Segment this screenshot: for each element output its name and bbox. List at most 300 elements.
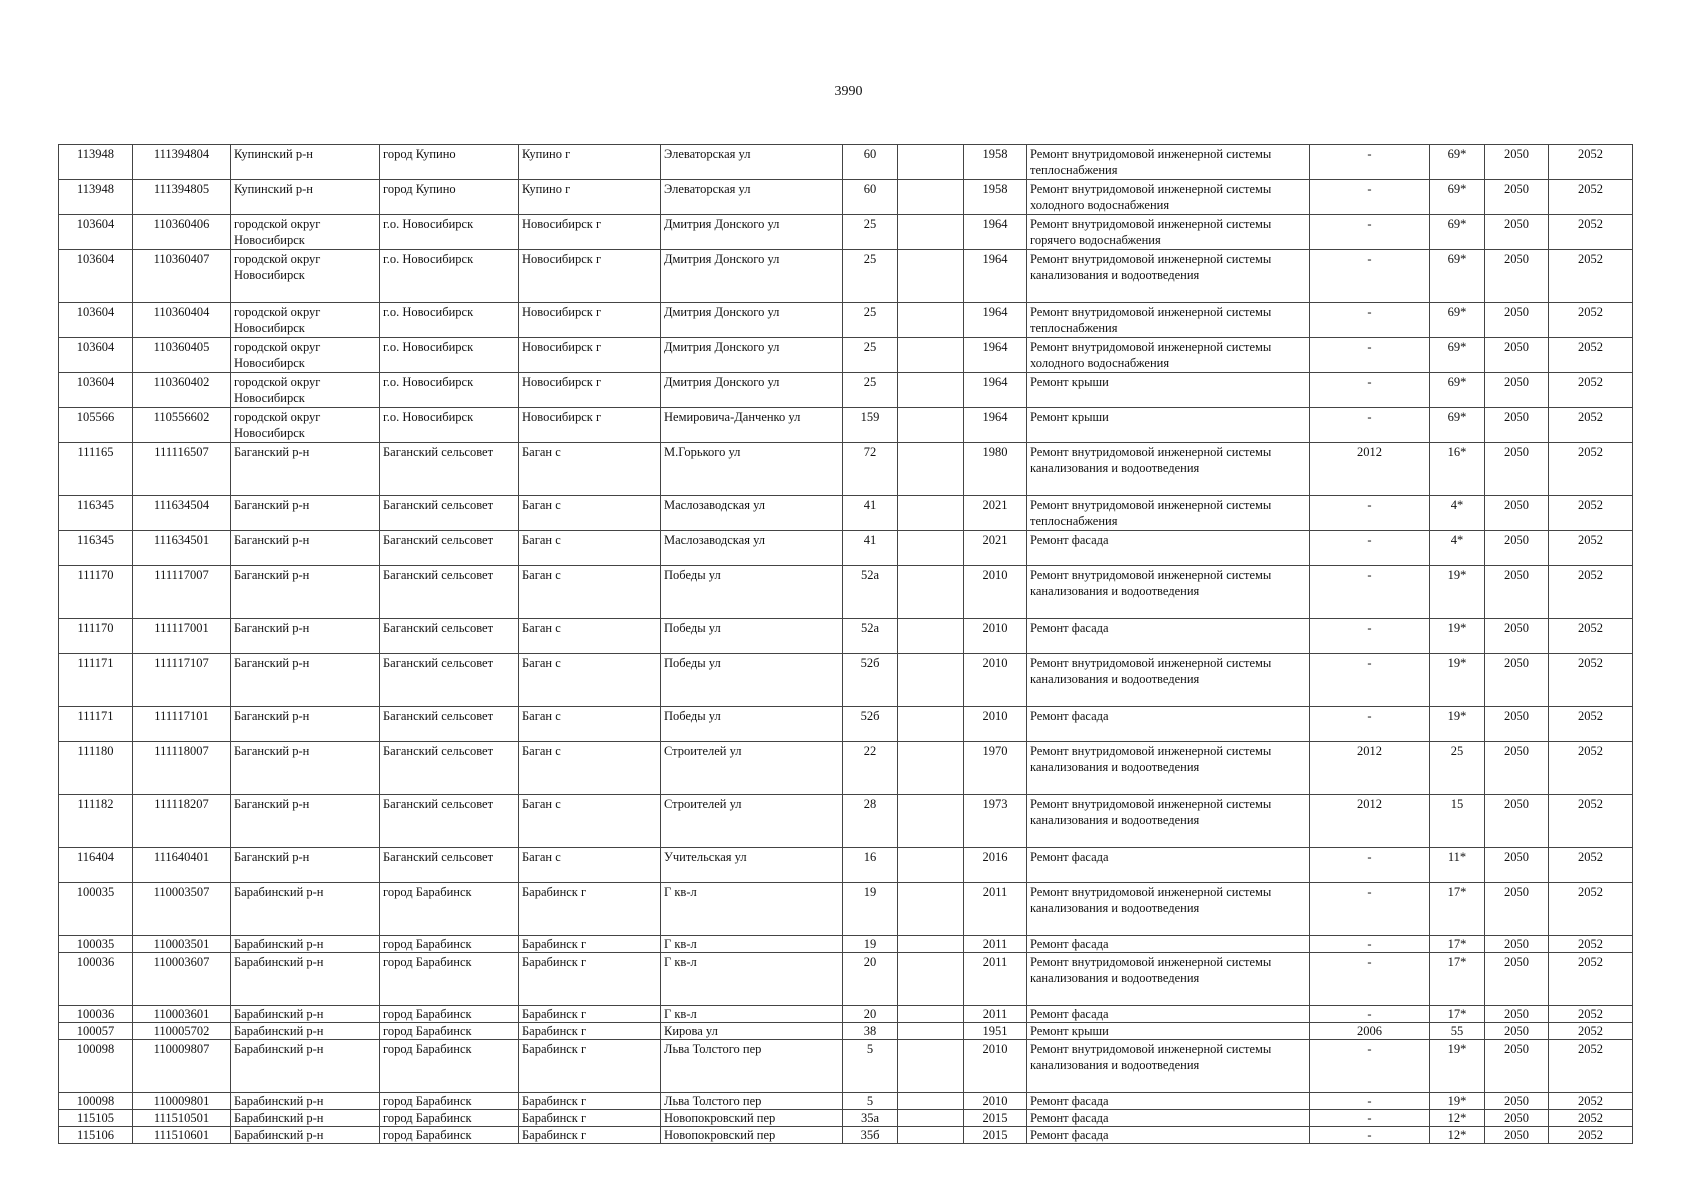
cell-object-code: 110360405 [133, 338, 231, 373]
cell-plan-start: 2050 [1485, 531, 1549, 566]
cell-district: Барабинский р-н [231, 1127, 380, 1144]
cell-street: Льва Толстого пер [661, 1093, 843, 1110]
cell-municipality: город Барабинск [380, 1006, 519, 1023]
cell-plan-end: 2052 [1549, 848, 1633, 883]
cell-building [898, 180, 964, 215]
cell-work-type: Ремонт крыши [1027, 373, 1310, 408]
cell-object-code: 111116507 [133, 443, 231, 496]
cell-building [898, 443, 964, 496]
cell-house-number: 52б [843, 654, 898, 707]
cell-record-id: 116345 [59, 496, 133, 531]
cell-house-number: 16 [843, 848, 898, 883]
cell-district: Баганский р-н [231, 795, 380, 848]
cell-house-number: 60 [843, 145, 898, 180]
cell-wear: 17* [1430, 953, 1485, 1006]
cell-plan-start: 2050 [1485, 1093, 1549, 1110]
cell-plan-start: 2050 [1485, 250, 1549, 303]
cell-municipality: Баганский сельсовет [380, 443, 519, 496]
cell-house-number: 72 [843, 443, 898, 496]
cell-record-id: 111171 [59, 654, 133, 707]
cell-record-id: 100035 [59, 936, 133, 953]
cell-year-built: 2010 [964, 707, 1027, 742]
cell-plan-start: 2050 [1485, 848, 1549, 883]
cell-wear: 55 [1430, 1023, 1485, 1040]
cell-street: Победы ул [661, 707, 843, 742]
cell-record-id: 115105 [59, 1110, 133, 1127]
cell-district: городской округ Новосибирск [231, 303, 380, 338]
cell-object-code: 111118207 [133, 795, 231, 848]
cell-plan-start: 2050 [1485, 180, 1549, 215]
cell-object-code: 110003601 [133, 1006, 231, 1023]
cell-last-repair-year: - [1310, 373, 1430, 408]
cell-building [898, 1110, 964, 1127]
cell-district: Барабинский р-н [231, 1093, 380, 1110]
cell-plan-start: 2050 [1485, 1006, 1549, 1023]
cell-house-number: 5 [843, 1093, 898, 1110]
cell-house-number: 35а [843, 1110, 898, 1127]
cell-object-code: 111510601 [133, 1127, 231, 1144]
cell-work-type: Ремонт фасада [1027, 848, 1310, 883]
cell-last-repair-year: - [1310, 1110, 1430, 1127]
cell-settlement: Барабинск г [519, 1127, 661, 1144]
cell-work-type: Ремонт внутридомовой инженерной системы канализования и водоотведения [1027, 742, 1310, 795]
cell-street: Маслозаводская ул [661, 496, 843, 531]
cell-year-built: 2015 [964, 1127, 1027, 1144]
cell-last-repair-year: - [1310, 619, 1430, 654]
cell-settlement: Баган с [519, 531, 661, 566]
cell-record-id: 116404 [59, 848, 133, 883]
cell-district: Барабинский р-н [231, 883, 380, 936]
cell-street: Строителей ул [661, 795, 843, 848]
cell-municipality: город Барабинск [380, 953, 519, 1006]
cell-settlement: Баган с [519, 566, 661, 619]
cell-object-code: 110003607 [133, 953, 231, 1006]
cell-record-id: 100036 [59, 953, 133, 1006]
cell-object-code: 111118007 [133, 742, 231, 795]
cell-plan-end: 2052 [1549, 373, 1633, 408]
cell-plan-start: 2050 [1485, 953, 1549, 1006]
cell-record-id: 105566 [59, 408, 133, 443]
cell-street: Новопокровский пер [661, 1127, 843, 1144]
cell-district: Барабинский р-н [231, 1110, 380, 1127]
cell-plan-end: 2052 [1549, 443, 1633, 496]
cell-district: городской округ Новосибирск [231, 215, 380, 250]
cell-object-code: 111510501 [133, 1110, 231, 1127]
cell-object-code: 110003507 [133, 883, 231, 936]
cell-wear: 69* [1430, 145, 1485, 180]
table-row [59, 619, 1633, 654]
cell-wear: 17* [1430, 1006, 1485, 1023]
cell-district: городской округ Новосибирск [231, 408, 380, 443]
cell-building [898, 1093, 964, 1110]
cell-wear: 69* [1430, 180, 1485, 215]
cell-municipality: город Купино [380, 145, 519, 180]
cell-building [898, 1006, 964, 1023]
cell-plan-start: 2050 [1485, 1040, 1549, 1093]
cell-year-built: 2010 [964, 1040, 1027, 1093]
cell-work-type: Ремонт крыши [1027, 1023, 1310, 1040]
cell-work-type: Ремонт фасада [1027, 531, 1310, 566]
cell-plan-end: 2052 [1549, 654, 1633, 707]
cell-plan-end: 2052 [1549, 1006, 1633, 1023]
cell-district: Баганский р-н [231, 848, 380, 883]
cell-street: Дмитрия Донского ул [661, 373, 843, 408]
cell-wear: 19* [1430, 654, 1485, 707]
cell-plan-end: 2052 [1549, 883, 1633, 936]
cell-plan-start: 2050 [1485, 654, 1549, 707]
cell-settlement: Барабинск г [519, 936, 661, 953]
cell-municipality: Баганский сельсовет [380, 496, 519, 531]
cell-year-built: 2015 [964, 1110, 1027, 1127]
cell-plan-start: 2050 [1485, 303, 1549, 338]
table-row [59, 180, 1633, 215]
cell-building [898, 303, 964, 338]
table-row [59, 250, 1633, 303]
cell-last-repair-year: - [1310, 1127, 1430, 1144]
cell-year-built: 2010 [964, 1093, 1027, 1110]
cell-plan-start: 2050 [1485, 338, 1549, 373]
cell-last-repair-year: - [1310, 707, 1430, 742]
table-row [59, 408, 1633, 443]
cell-object-code: 111117001 [133, 619, 231, 654]
cell-house-number: 28 [843, 795, 898, 848]
cell-house-number: 52а [843, 566, 898, 619]
cell-municipality: город Барабинск [380, 936, 519, 953]
cell-object-code: 110360404 [133, 303, 231, 338]
cell-plan-start: 2050 [1485, 936, 1549, 953]
cell-wear: 19* [1430, 1093, 1485, 1110]
cell-wear: 19* [1430, 566, 1485, 619]
cell-wear: 12* [1430, 1127, 1485, 1144]
cell-year-built: 2016 [964, 848, 1027, 883]
cell-house-number: 159 [843, 408, 898, 443]
cell-plan-end: 2052 [1549, 1127, 1633, 1144]
cell-object-code: 111394804 [133, 145, 231, 180]
cell-last-repair-year: - [1310, 654, 1430, 707]
cell-municipality: г.о. Новосибирск [380, 303, 519, 338]
cell-last-repair-year: 2006 [1310, 1023, 1430, 1040]
cell-plan-end: 2052 [1549, 1110, 1633, 1127]
cell-plan-end: 2052 [1549, 180, 1633, 215]
table-row [59, 531, 1633, 566]
cell-work-type: Ремонт внутридомовой инженерной системы канализования и водоотведения [1027, 883, 1310, 936]
cell-building [898, 1040, 964, 1093]
cell-wear: 69* [1430, 338, 1485, 373]
cell-building [898, 707, 964, 742]
cell-district: Баганский р-н [231, 443, 380, 496]
cell-last-repair-year: - [1310, 250, 1430, 303]
cell-settlement: Барабинск г [519, 1110, 661, 1127]
cell-plan-end: 2052 [1549, 303, 1633, 338]
cell-year-built: 2021 [964, 496, 1027, 531]
cell-plan-end: 2052 [1549, 250, 1633, 303]
cell-year-built: 1980 [964, 443, 1027, 496]
cell-record-id: 111171 [59, 707, 133, 742]
cell-settlement: Новосибирск г [519, 303, 661, 338]
cell-year-built: 1970 [964, 742, 1027, 795]
cell-record-id: 111170 [59, 566, 133, 619]
cell-street: Дмитрия Донского ул [661, 303, 843, 338]
cell-wear: 16* [1430, 443, 1485, 496]
table-row [59, 883, 1633, 936]
cell-district: Баганский р-н [231, 566, 380, 619]
cell-plan-end: 2052 [1549, 338, 1633, 373]
cell-year-built: 1973 [964, 795, 1027, 848]
cell-municipality: город Барабинск [380, 1110, 519, 1127]
cell-year-built: 1951 [964, 1023, 1027, 1040]
cell-house-number: 35б [843, 1127, 898, 1144]
cell-plan-start: 2050 [1485, 496, 1549, 531]
cell-last-repair-year: 2012 [1310, 795, 1430, 848]
cell-plan-start: 2050 [1485, 373, 1549, 408]
cell-plan-start: 2050 [1485, 443, 1549, 496]
cell-municipality: г.о. Новосибирск [380, 250, 519, 303]
table-row [59, 795, 1633, 848]
cell-district: Барабинский р-н [231, 1006, 380, 1023]
cell-street: Г кв-л [661, 883, 843, 936]
cell-wear: 69* [1430, 215, 1485, 250]
cell-building [898, 936, 964, 953]
cell-work-type: Ремонт внутридомовой инженерной системы теплоснабжения [1027, 145, 1310, 180]
cell-street: Победы ул [661, 619, 843, 654]
cell-object-code: 111640401 [133, 848, 231, 883]
cell-year-built: 1964 [964, 250, 1027, 303]
cell-district: Купинский р-н [231, 145, 380, 180]
cell-municipality: Баганский сельсовет [380, 654, 519, 707]
cell-year-built: 2011 [964, 883, 1027, 936]
cell-record-id: 103604 [59, 215, 133, 250]
cell-district: Баганский р-н [231, 619, 380, 654]
cell-house-number: 38 [843, 1023, 898, 1040]
cell-record-id: 103604 [59, 250, 133, 303]
cell-year-built: 1964 [964, 408, 1027, 443]
cell-object-code: 110003501 [133, 936, 231, 953]
cell-house-number: 25 [843, 250, 898, 303]
cell-municipality: г.о. Новосибирск [380, 338, 519, 373]
cell-building [898, 338, 964, 373]
cell-work-type: Ремонт внутридомовой инженерной системы канализования и водоотведения [1027, 443, 1310, 496]
table-row [59, 1093, 1633, 1110]
cell-plan-end: 2052 [1549, 953, 1633, 1006]
cell-settlement: Барабинск г [519, 1093, 661, 1110]
cell-last-repair-year: - [1310, 531, 1430, 566]
cell-work-type: Ремонт внутридомовой инженерной системы канализования и водоотведения [1027, 566, 1310, 619]
cell-record-id: 111182 [59, 795, 133, 848]
cell-settlement: Новосибирск г [519, 373, 661, 408]
cell-house-number: 41 [843, 496, 898, 531]
cell-last-repair-year: - [1310, 1006, 1430, 1023]
cell-municipality: город Купино [380, 180, 519, 215]
table-row [59, 742, 1633, 795]
cell-house-number: 25 [843, 338, 898, 373]
cell-work-type: Ремонт фасада [1027, 1093, 1310, 1110]
cell-last-repair-year: 2012 [1310, 443, 1430, 496]
cell-last-repair-year: - [1310, 1040, 1430, 1093]
table-row [59, 1040, 1633, 1093]
cell-street: Дмитрия Донского ул [661, 250, 843, 303]
cell-plan-end: 2052 [1549, 215, 1633, 250]
cell-record-id: 115106 [59, 1127, 133, 1144]
page-number: 3990 [834, 84, 863, 99]
cell-work-type: Ремонт фасада [1027, 619, 1310, 654]
cell-year-built: 1958 [964, 180, 1027, 215]
cell-wear: 69* [1430, 250, 1485, 303]
cell-wear: 11* [1430, 848, 1485, 883]
table-row [59, 1006, 1633, 1023]
table-row [59, 443, 1633, 496]
cell-building [898, 1127, 964, 1144]
cell-year-built: 2010 [964, 566, 1027, 619]
cell-object-code: 110360407 [133, 250, 231, 303]
cell-district: Баганский р-н [231, 654, 380, 707]
cell-house-number: 60 [843, 180, 898, 215]
cell-municipality: Баганский сельсовет [380, 742, 519, 795]
cell-house-number: 20 [843, 953, 898, 1006]
table-row [59, 1023, 1633, 1040]
cell-work-type: Ремонт фасада [1027, 1127, 1310, 1144]
cell-work-type: Ремонт внутридомовой инженерной системы холодного водоснабжения [1027, 180, 1310, 215]
cell-district: Баганский р-н [231, 531, 380, 566]
cell-year-built: 1964 [964, 373, 1027, 408]
cell-plan-start: 2050 [1485, 145, 1549, 180]
cell-district: Барабинский р-н [231, 953, 380, 1006]
table-row [59, 566, 1633, 619]
table-row [59, 215, 1633, 250]
cell-street: Льва Толстого пер [661, 1040, 843, 1093]
table-row [59, 373, 1633, 408]
cell-house-number: 52а [843, 619, 898, 654]
cell-wear: 25 [1430, 742, 1485, 795]
cell-year-built: 2021 [964, 531, 1027, 566]
cell-plan-end: 2052 [1549, 496, 1633, 531]
cell-wear: 69* [1430, 373, 1485, 408]
cell-plan-end: 2052 [1549, 1093, 1633, 1110]
cell-settlement: Баган с [519, 742, 661, 795]
cell-record-id: 100057 [59, 1023, 133, 1040]
cell-house-number: 25 [843, 215, 898, 250]
cell-record-id: 100098 [59, 1093, 133, 1110]
cell-object-code: 111117101 [133, 707, 231, 742]
cell-wear: 69* [1430, 303, 1485, 338]
cell-year-built: 1964 [964, 338, 1027, 373]
cell-year-built: 1964 [964, 303, 1027, 338]
cell-house-number: 5 [843, 1040, 898, 1093]
cell-plan-end: 2052 [1549, 795, 1633, 848]
cell-settlement: Барабинск г [519, 953, 661, 1006]
cell-record-id: 113948 [59, 145, 133, 180]
cell-work-type: Ремонт крыши [1027, 408, 1310, 443]
cell-record-id: 116345 [59, 531, 133, 566]
table-row [59, 953, 1633, 1006]
cell-plan-start: 2050 [1485, 1023, 1549, 1040]
cell-street: Элеваторская ул [661, 180, 843, 215]
cell-municipality: Баганский сельсовет [380, 531, 519, 566]
cell-house-number: 25 [843, 373, 898, 408]
table-row [59, 1127, 1633, 1144]
cell-work-type: Ремонт фасада [1027, 936, 1310, 953]
cell-wear: 69* [1430, 408, 1485, 443]
cell-year-built: 2010 [964, 619, 1027, 654]
cell-settlement: Купино г [519, 145, 661, 180]
cell-street: Строителей ул [661, 742, 843, 795]
cell-street: Немировича-Данченко ул [661, 408, 843, 443]
cell-street: Г кв-л [661, 1006, 843, 1023]
cell-plan-start: 2050 [1485, 619, 1549, 654]
cell-settlement: Новосибирск г [519, 338, 661, 373]
cell-last-repair-year: - [1310, 303, 1430, 338]
cell-last-repair-year: - [1310, 496, 1430, 531]
cell-building [898, 408, 964, 443]
cell-house-number: 22 [843, 742, 898, 795]
cell-district: Барабинский р-н [231, 1023, 380, 1040]
table-row [59, 303, 1633, 338]
cell-year-built: 1964 [964, 215, 1027, 250]
cell-plan-end: 2052 [1549, 566, 1633, 619]
cell-last-repair-year: - [1310, 566, 1430, 619]
cell-municipality: город Барабинск [380, 883, 519, 936]
cell-object-code: 110005702 [133, 1023, 231, 1040]
cell-settlement: Баган с [519, 654, 661, 707]
cell-plan-end: 2052 [1549, 742, 1633, 795]
cell-last-repair-year: - [1310, 215, 1430, 250]
cell-work-type: Ремонт внутридомовой инженерной системы канализования и водоотведения [1027, 953, 1310, 1006]
cell-plan-start: 2050 [1485, 883, 1549, 936]
cell-work-type: Ремонт внутридомовой инженерной системы канализования и водоотведения [1027, 1040, 1310, 1093]
table-row [59, 145, 1633, 180]
cell-house-number: 20 [843, 1006, 898, 1023]
cell-work-type: Ремонт внутридомовой инженерной системы теплоснабжения [1027, 496, 1310, 531]
cell-last-repair-year: - [1310, 338, 1430, 373]
cell-plan-start: 2050 [1485, 566, 1549, 619]
cell-building [898, 1023, 964, 1040]
cell-record-id: 100098 [59, 1040, 133, 1093]
cell-year-built: 2011 [964, 1006, 1027, 1023]
cell-street: Дмитрия Донского ул [661, 338, 843, 373]
table-body [59, 145, 1633, 1144]
cell-work-type: Ремонт внутридомовой инженерной системы канализования и водоотведения [1027, 654, 1310, 707]
cell-wear: 15 [1430, 795, 1485, 848]
cell-last-repair-year: - [1310, 936, 1430, 953]
cell-work-type: Ремонт фасада [1027, 1006, 1310, 1023]
cell-work-type: Ремонт фасада [1027, 1110, 1310, 1127]
cell-work-type: Ремонт внутридомовой инженерной системы холодного водоснабжения [1027, 338, 1310, 373]
table-row [59, 707, 1633, 742]
cell-work-type: Ремонт внутридомовой инженерной системы горячего водоснабжения [1027, 215, 1310, 250]
cell-building [898, 953, 964, 1006]
cell-object-code: 111634501 [133, 531, 231, 566]
table-row [59, 338, 1633, 373]
cell-municipality: г.о. Новосибирск [380, 408, 519, 443]
cell-record-id: 113948 [59, 180, 133, 215]
cell-municipality: г.о. Новосибирск [380, 373, 519, 408]
cell-house-number: 19 [843, 883, 898, 936]
cell-plan-start: 2050 [1485, 215, 1549, 250]
cell-district: Купинский р-н [231, 180, 380, 215]
cell-settlement: Барабинск г [519, 883, 661, 936]
cell-municipality: город Барабинск [380, 1040, 519, 1093]
cell-street: М.Горького ул [661, 443, 843, 496]
cell-building [898, 531, 964, 566]
cell-municipality: город Барабинск [380, 1023, 519, 1040]
cell-last-repair-year: - [1310, 883, 1430, 936]
cell-district: городской округ Новосибирск [231, 338, 380, 373]
cell-plan-end: 2052 [1549, 707, 1633, 742]
cell-plan-end: 2052 [1549, 936, 1633, 953]
cell-street: Маслозаводская ул [661, 531, 843, 566]
cell-street: Победы ул [661, 566, 843, 619]
cell-wear: 17* [1430, 936, 1485, 953]
cell-plan-end: 2052 [1549, 1040, 1633, 1093]
